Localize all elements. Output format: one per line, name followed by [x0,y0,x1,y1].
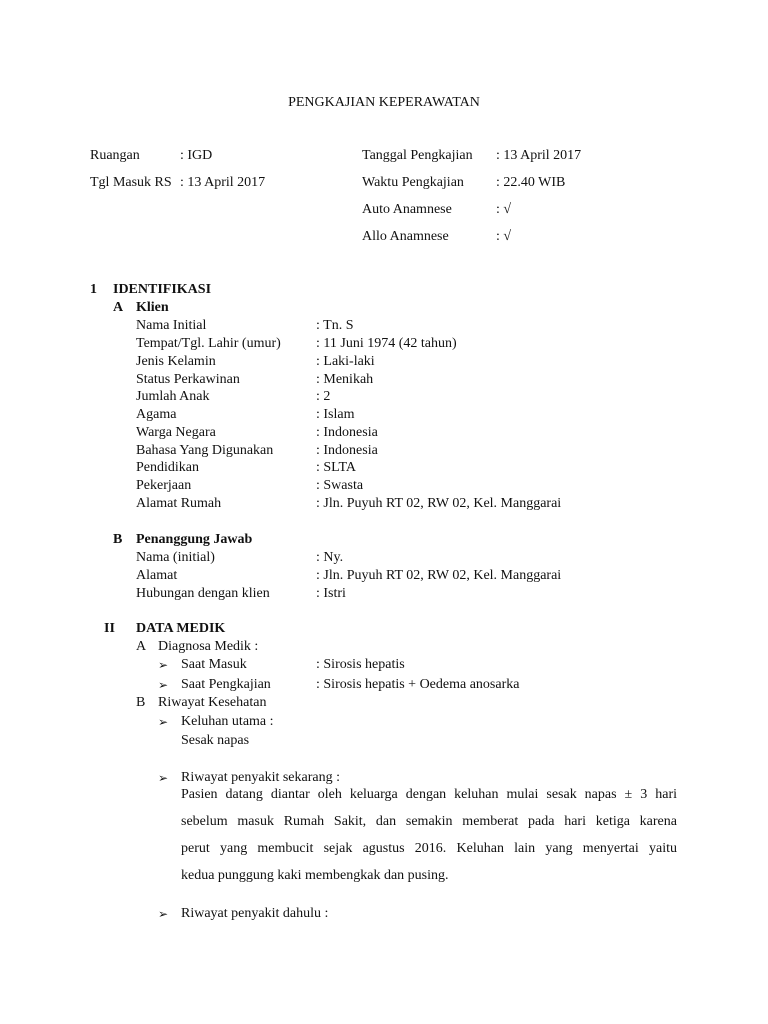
section1-heading: IDENTIFIKASI [113,282,212,297]
klien-label: Agama [136,407,177,422]
penanggung-value: : Istri [316,586,346,601]
page-title: PENGKAJIAN KEPERAWATAN [288,95,480,110]
paragraph-line: kedua punggung kaki membengkak dan pusing. [181,868,449,883]
penanggung-value: : Jln. Puyuh RT 02, RW 02, Kel. Manggarai [316,568,562,583]
paragraph-line: perut yang membucit sejak agustus 2016. Keluhan lain yang menyertai yaitu [181,841,677,856]
klien-label: Pendidikan [136,460,199,475]
penanggung-value: : Ny. [316,550,344,565]
riwayat-dahulu-label: Riwayat penyakit dahulu : [181,906,329,921]
waktu-pengkajian-value: : 22.40 WIB [496,175,566,190]
tgl-masuk-label: Tgl Masuk RS [90,175,172,190]
klien-value: : 11 Juni 1974 (42 tahun) [316,336,457,351]
section2-heading: DATA MEDIK [136,621,226,636]
arrow-bullet-icon: ➢ [158,658,169,672]
penanggung-label: Alamat [136,568,178,583]
diagnosa-heading: Diagnosa Medik : [158,639,259,654]
klien-value: : Swasta [316,478,364,493]
keluhan-utama-label: Keluhan utama : [181,714,274,729]
klien-label: Alamat Rumah [136,496,222,511]
riwayat-sekarang-paragraph [181,781,677,889]
arrow-bullet-icon: ➢ [158,678,169,692]
tanggal-pengkajian-label: Tanggal Pengkajian [362,148,473,163]
klien-value: : 2 [316,389,331,404]
diagnosa-label: Saat Masuk [181,657,247,672]
section1-number: 1 [90,282,97,297]
allo-anamnese-label: Allo Anamnese [362,229,449,244]
tanggal-pengkajian-value: : 13 April 2017 [496,148,582,163]
klien-value: : Menikah [316,372,374,387]
auto-anamnese-label: Auto Anamnese [362,202,452,217]
allo-anamnese-value: : √ [496,229,512,244]
klien-value: : Laki-laki [316,354,375,369]
klien-heading: Klien [136,300,169,315]
klien-value: : Islam [316,407,355,422]
penanggung-label: Hubungan dengan klien [136,586,270,601]
arrow-bullet-icon: ➢ [158,771,169,785]
klien-label: Warga Negara [136,425,216,440]
diagnosa-value: : Sirosis hepatis + Oedema anosarka [316,677,520,692]
klien-label: Status Perkawinan [136,372,240,387]
penanggung-letter: B [113,532,123,547]
keluhan-utama-value: Sesak napas [181,733,250,748]
penanggung-heading: Penanggung Jawab [136,532,253,547]
klien-label: Tempat/Tgl. Lahir (umur) [136,336,281,351]
klien-label: Jenis Kelamin [136,354,216,369]
ruangan-value: : IGD [180,148,213,163]
arrow-bullet-icon: ➢ [158,715,169,729]
auto-anamnese-value: : √ [496,202,512,217]
klien-label: Jumlah Anak [136,389,210,404]
paragraph-line: sebelum masuk Rumah Sakit, dan semakin memberat pada hari ketiga karena [181,814,677,829]
penanggung-label: Nama (initial) [136,550,215,565]
klien-value: : Jln. Puyuh RT 02, RW 02, Kel. Manggarai [316,496,562,511]
klien-label: Pekerjaan [136,478,192,493]
klien-letter: A [113,300,124,315]
arrow-bullet-icon: ➢ [158,907,169,921]
klien-value: : Tn. S [316,318,354,333]
section2-number: II [104,621,115,636]
klien-value: : Indonesia [316,443,378,458]
diagnosa-letter: A [136,639,147,654]
klien-value: : SLTA [316,460,356,475]
klien-label: Bahasa Yang Digunakan [136,443,274,458]
riwayat-heading: Riwayat Kesehatan [158,695,267,710]
klien-value: : Indonesia [316,425,378,440]
diagnosa-value: : Sirosis hepatis [316,657,405,672]
riwayat-letter: B [136,695,146,710]
waktu-pengkajian-label: Waktu Pengkajian [362,175,464,190]
klien-label: Nama Initial [136,318,207,333]
ruangan-label: Ruangan [90,148,140,163]
paragraph-line: Pasien datang diantar oleh keluarga dengan keluhan mulai sesak napas ± 3 hari [181,787,677,802]
riwayat-sekarang-label: Riwayat penyakit sekarang : [181,770,341,785]
diagnosa-label: Saat Pengkajian [181,677,271,692]
tgl-masuk-value: : 13 April 2017 [180,175,266,190]
